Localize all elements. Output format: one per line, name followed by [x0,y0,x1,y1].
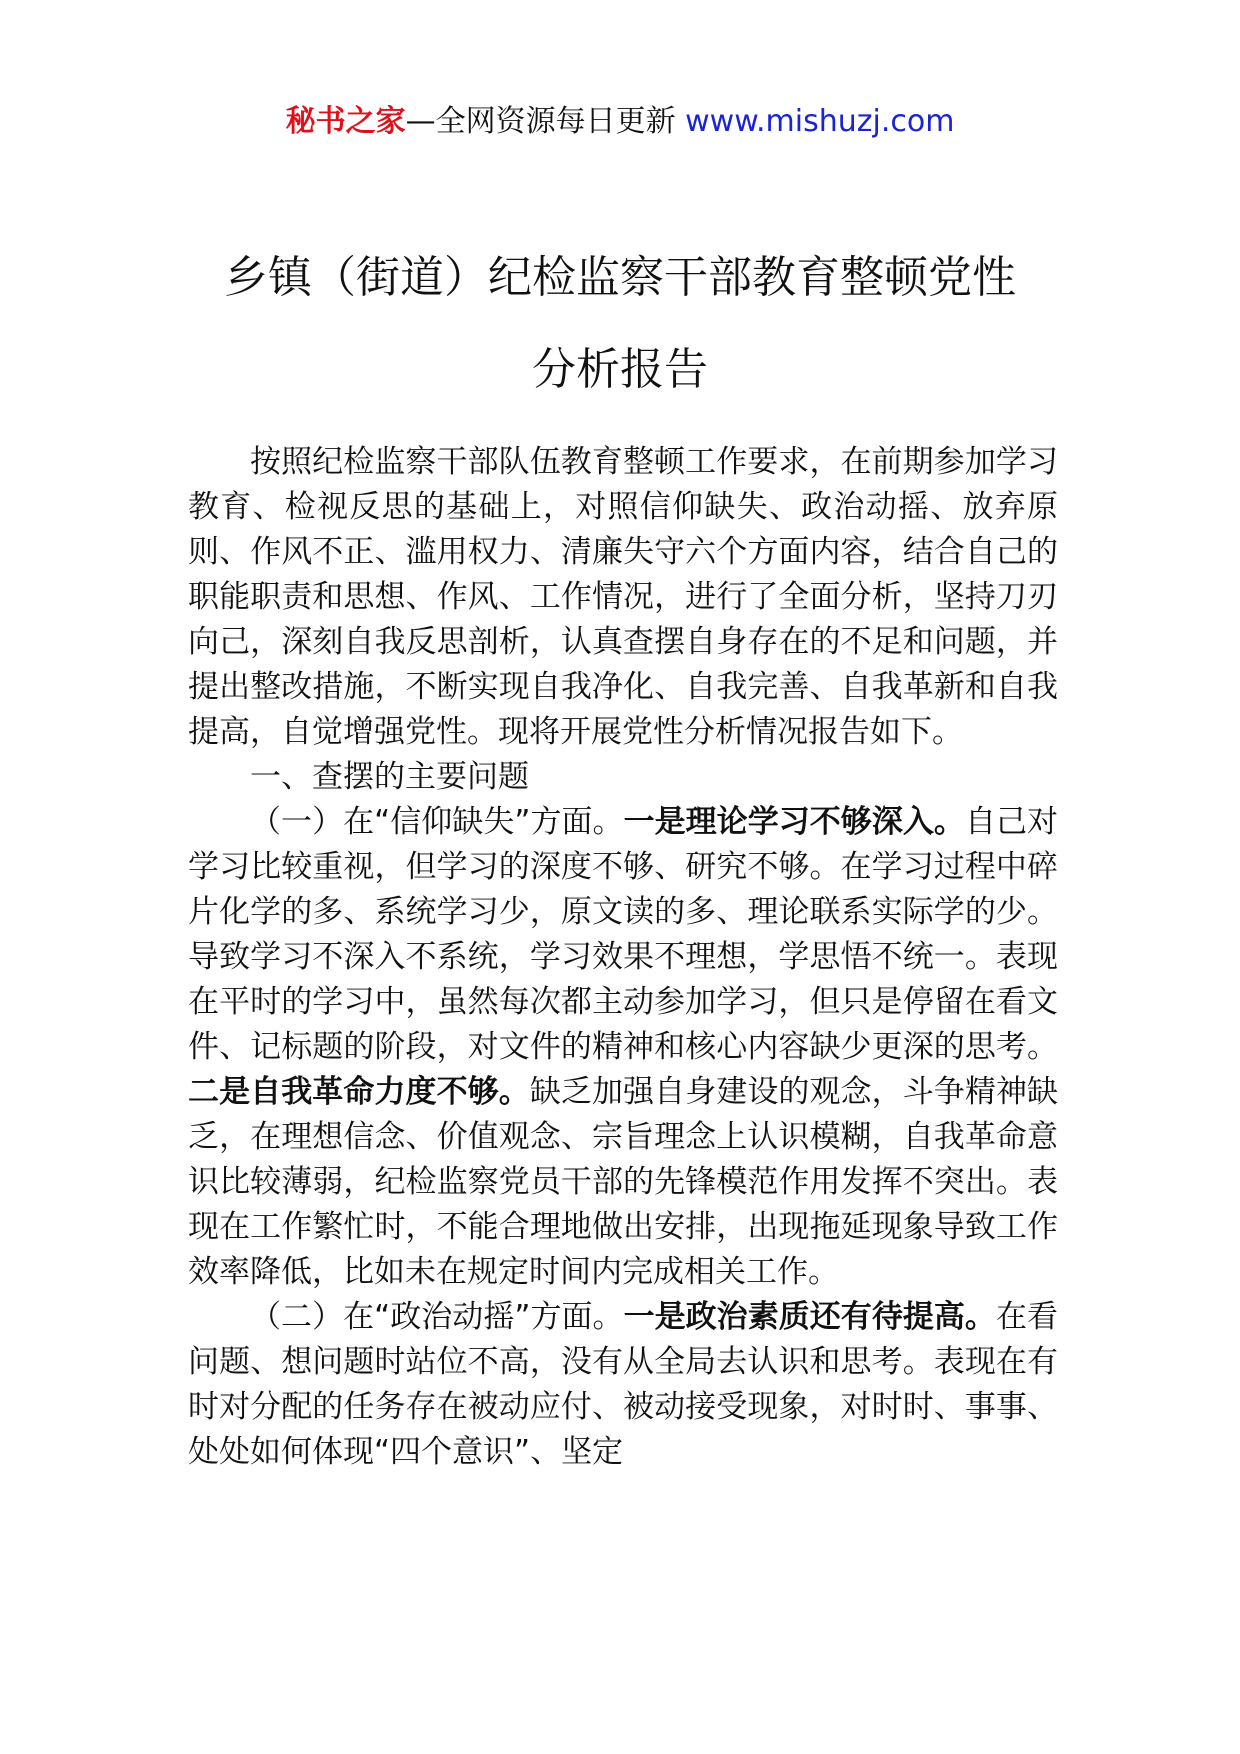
paragraph-faith-text-1: 自己对学习比较重视，但学习的深度不够、研究不够。在学习过程中碎片化学的多、系统学习少，原文读的多、理论联系实际学的少。导致学习不深入不系统，学习效果不理想，学思悟不统一。表现在平时的学习中，虽然每次都主动参加学习，但只是停留在看文件、记标题的阶段，对文件的精神和核心内容缺少更深的思考。 [188,804,1059,1065]
site-url-link[interactable]: www.mishuzj.com [685,104,955,139]
section-heading-problems: 一、查摆的主要问题 [250,759,529,795]
document-title-line-1: 乡镇（街道）纪检监察干部教育整顿党性 [224,252,1016,303]
site-brand: 秘书之家 [285,104,406,139]
document-body [188,440,1058,1475]
paragraph-faith-lead: （一）在“信仰缺失”方面。 [250,804,624,840]
paragraph-politics-point-1: 一是政治素质还有待提高。 [623,1299,996,1335]
site-slogan: —全网资源每日更新 [405,104,676,139]
document-title-line-2: 分析报告 [532,344,708,395]
intro-paragraph: 按照纪检监察干部队伍教育整顿工作要求，在前期参加学习教育、检视反思的基础上，对照信仰缺失、政治动摇、放弃原则、作风不正、滥用权力、清廉失守六个方面内容，结合自己的职能职责和思想、作风、工作情况，进行了全面分析，坚持刀刃向己，深刻自我反思剖析，认真查摆自身存在的不足和问题，并提出整改措施，不断实现自我净化、自我完善、自我革新和自我提高，自觉增强党性。现将开展党性分析情况报告如下。 [188,444,1058,750]
paragraph-faith [188,800,1058,1295]
paragraph-politics [188,1295,1058,1475]
document-title [0,232,1240,416]
paragraph-politics-text-1: 在看问题、想问题时站位不高，没有从全局去认识和思考。表现在有时对分配的任务存在被动应付、被动接受现象，对时时、事事、处处如何体现“四个意识”、坚定 [188,1299,1059,1470]
paragraph-politics-lead: （二）在“政治动摇”方面。 [250,1299,624,1335]
paragraph-faith-text-2: 缺乏加强自身建设的观念，斗争精神缺乏，在理想信念、价值观念、宗旨理念上认识模糊，自我革命意识比较薄弱，纪检监察党员干部的先锋模范作用发挥不突出。表现在工作繁忙时，不能合理地做出安排，出现拖延现象导致工作效率降低，比如未在规定时间内完成相关工作。 [188,1074,1059,1290]
site-header [0,100,1240,144]
paragraph-faith-point-1: 一是理论学习不够深入。 [623,804,965,840]
paragraph-faith-point-2: 二是自我革命力度不够。 [188,1074,530,1110]
